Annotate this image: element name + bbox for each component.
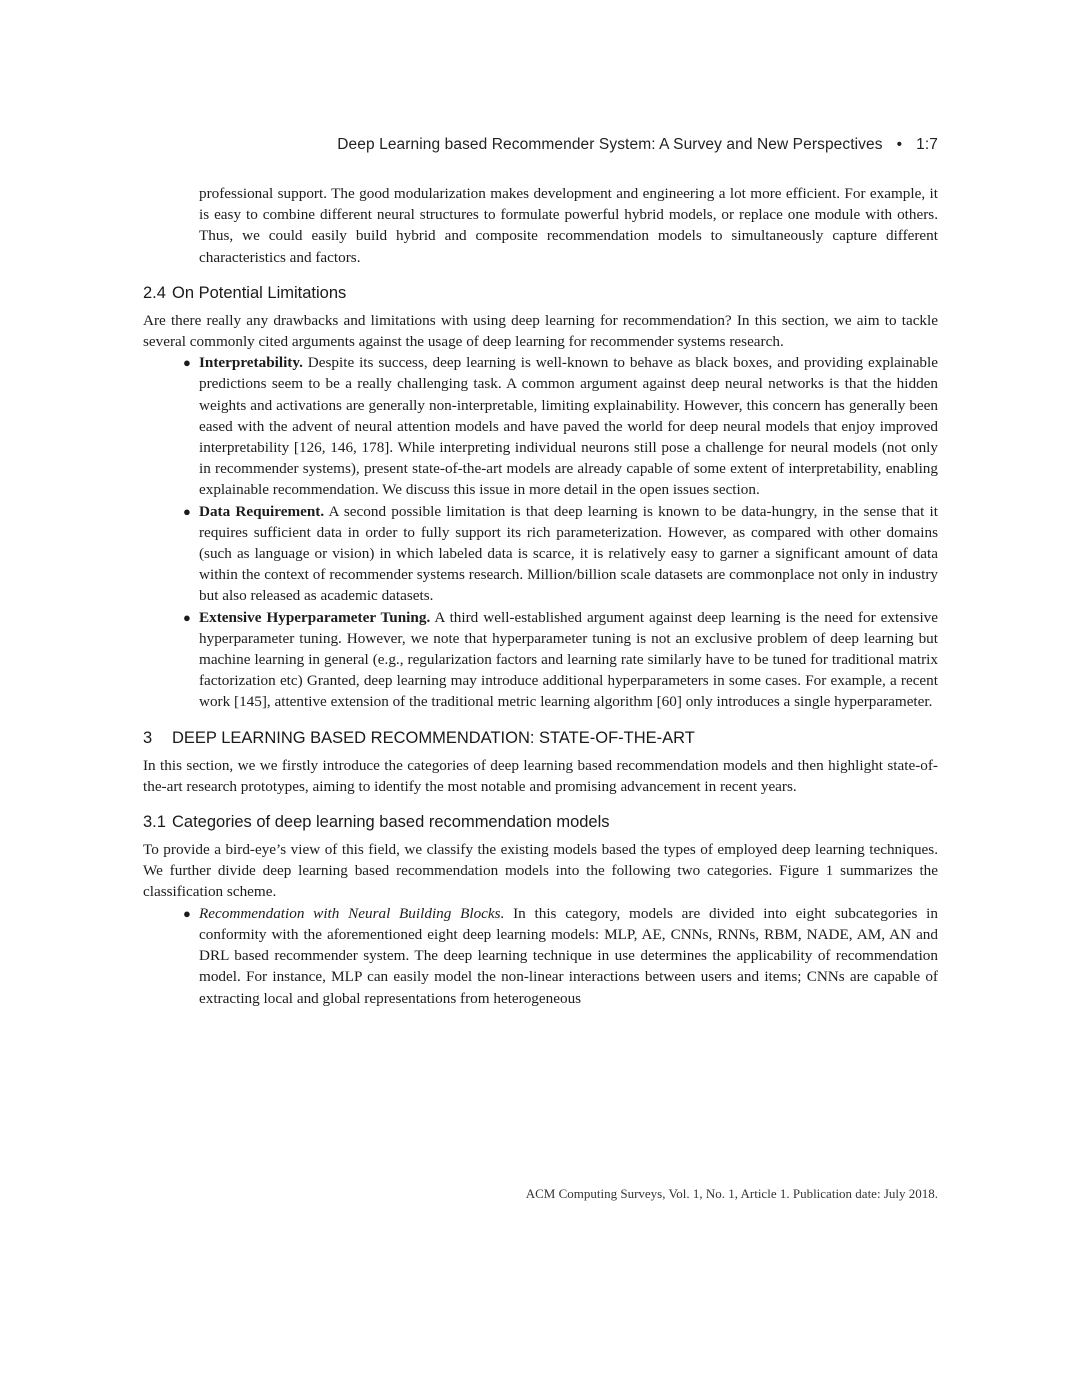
intro-paragraph: professional support. The good modularization makes development and engineering a lot more efficient. For example, it is easy to combine different neural structures to formulate powerful hybrid models, or replace one module with others. Thus, we could easily build hybrid and composite recommendation models to simultaneously capture different characteristics and factors. — [199, 185, 938, 266]
running-head-title: Deep Learning based Recommender System: A Survey and New Perspectives — [337, 136, 883, 153]
bullet-lead: Extensive Hyperparameter Tuning. — [199, 608, 431, 626]
bullet-icon: ● — [183, 609, 191, 625]
bullet-icon: ● — [183, 905, 191, 921]
bullet-text: A second possible limitation is that deep learning is known to be data-hungry, in the sense that it requires sufficient data in order to fully support its rich parameterization. However, as compared with other domains (such as language or vision) in which labeled data is scarce, it is relatively easy to garner a significant amount of data within the context of recommender systems research. Million/billion scale datasets are commonplace not only in industry but also released as academic datasets. — [199, 502, 938, 605]
list-item — [183, 903, 938, 1009]
categories-list — [143, 903, 938, 1009]
section-3-1-heading — [143, 811, 938, 833]
page-body — [143, 183, 938, 1009]
limitations-list — [143, 352, 938, 712]
bullet-lead: Recommendation with Neural Building Blocks. — [199, 904, 505, 922]
page-number: 1:7 — [916, 136, 938, 153]
list-item — [183, 501, 938, 607]
bullet-icon: ● — [183, 503, 191, 519]
bullet-lead: Data Requirement. — [199, 502, 325, 520]
bullet-text: A third well-established argument against deep learning is the need for extensive hyperparameter tuning. However, we note that hyperparameter tuning is not an exclusive problem of deep learning but machine learning in general (e.g., regularization factors and learning rate similarly have to be tuned for traditional matrix factorization etc) Granted, deep learning may introduce additional hyperparameters in some cases. For example, a recent work [145], attentive extension of the traditional metric learning algorithm [60] only introduces a single hyperparameter. — [199, 608, 939, 711]
bullet-lead: Interpretability. — [199, 354, 303, 372]
section-title: DEEP LEARNING BASED RECOMMENDATION: STATE-OF-THE-ART — [172, 728, 695, 747]
section-number: 3 — [143, 728, 153, 747]
list-item — [183, 352, 938, 500]
section-3-paragraph: In this section, we we firstly introduce the categories of deep learning based recommendation models and then highlight state-of-the-art research prototypes, aiming to identify the most notable and promising advancement in recent years. — [143, 756, 938, 795]
bullet-text: In this category, models are divided into eight subcategories in conformity with the aforementioned eight deep learning models: MLP, AE, CNNs, RNNs, RBM, NADE, AM, AN and DRL based recommender system. The deep learning technique in use determines the applicability of recommendation model. For instance, MLP can easily model the non-linear interactions between users and items; CNNs are capable of extracting local and global representations from heterogeneous — [199, 904, 938, 1007]
section-title: On Potential Limitations — [172, 283, 347, 302]
section-2-4-paragraph: Are there really any drawbacks and limitations with using deep learning for recommendation? In this section, we aim to tackle several commonly cited arguments against the usage of deep learning for recommender systems research. — [143, 311, 938, 351]
intro-block — [199, 183, 938, 268]
section-title: Categories of deep learning based recommendation models — [172, 813, 610, 832]
page-footer: ACM Computing Surveys, Vol. 1, No. 1, Article 1. Publication date: July 2018. — [525, 1186, 938, 1201]
section-number: 2.4 — [143, 283, 166, 302]
running-head-separator: • — [896, 136, 903, 153]
list-item — [183, 607, 939, 713]
section-number: 3.1 — [143, 813, 166, 832]
bullet-icon: ● — [183, 355, 191, 371]
section-2-4-heading — [143, 282, 938, 304]
section-3-1-paragraph: To provide a bird-eye’s view of this field, we classify the existing models based the types of employed deep learning techniques. We further divide deep learning based recommendation models into the following two categories. Figure 1 summarizes the classification scheme. — [143, 841, 938, 901]
section-3-heading — [143, 727, 938, 749]
running-head — [337, 136, 938, 154]
bullet-text: Despite its success, deep learning is well-known to behave as black boxes, and providing explainable predictions seem to be a really challenging task. A common argument against deep neural networks is that the hidden weights and activations are generally non-interpretable, limiting explainability. However, this concern has generally been eased with the advent of neural attention models and have paved the world for deep neural models that enjoy improved interpretability [126, 146, 178]. While interpreting individual neurons still pose a challenge for neural models (not only in recommender systems), present state-of-the-art models are already capable of some extent of interpretability, enabling explainable recommendation. We discuss this issue in more detail in the open issues section. — [199, 354, 938, 499]
